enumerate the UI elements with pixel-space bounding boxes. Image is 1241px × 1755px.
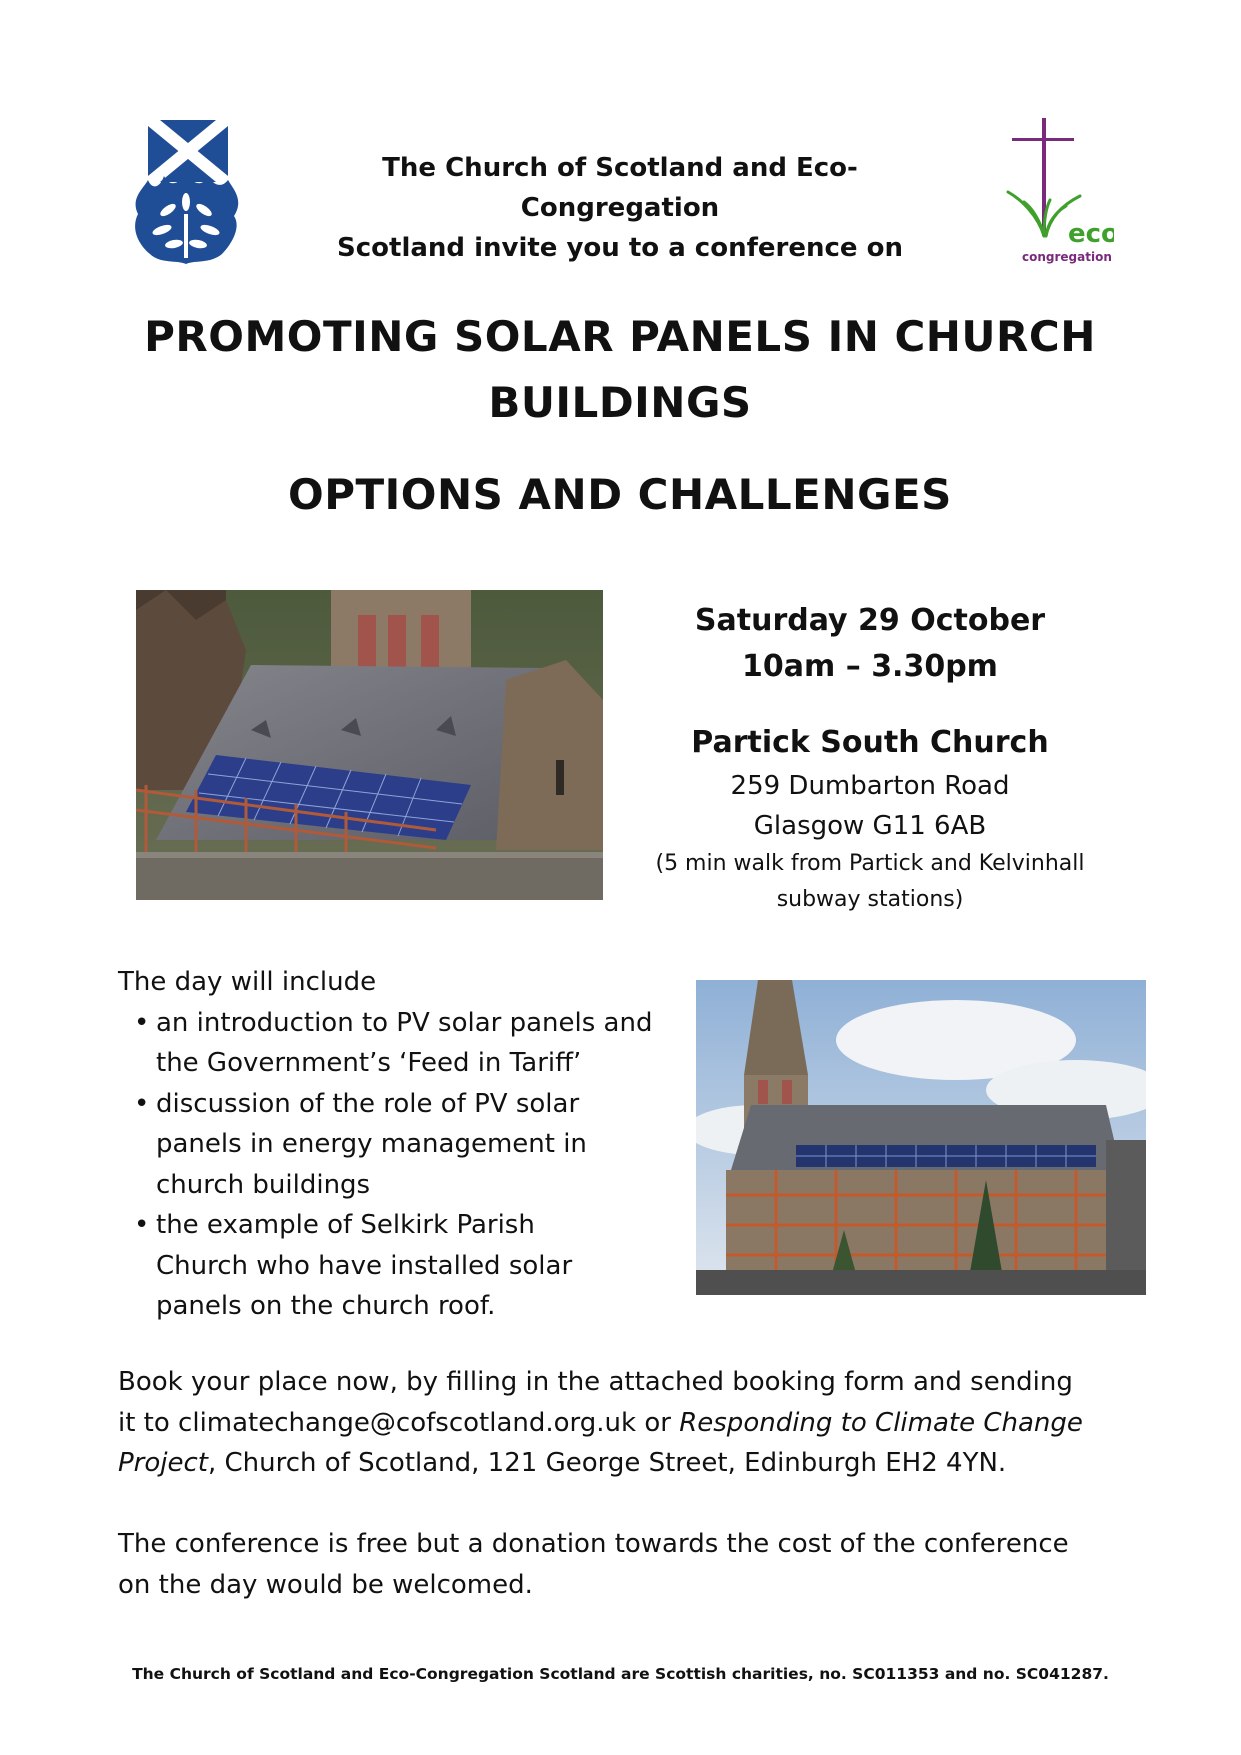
booking-address-text: , Church of Scotland, 121 George Street, Edinburgh EH2 4YN. [207, 1448, 1007, 1478]
agenda-item-line: discussion of the role of PV solar [156, 1088, 580, 1119]
booking-line-3 [118, 1443, 1128, 1484]
agenda-item-line: Church who have installed solar [156, 1250, 573, 1281]
agenda-item-line: panels in energy management in [156, 1129, 587, 1159]
booking-paragraph [118, 1362, 1128, 1484]
cross-grass-icon [1004, 116, 1114, 266]
agenda-item-line: an introduction to PV solar panels and [156, 1007, 653, 1038]
project-word-italic: Project [118, 1448, 208, 1478]
travel-note-line-1: (5 min walk from Partick and Kelvinhall [655, 851, 1085, 876]
donation-paragraph [118, 1524, 1128, 1605]
bullet-icon: • [134, 1007, 150, 1038]
agenda-item-line: church buildings [156, 1169, 371, 1200]
invitation-line-1: The Church of Scotland and Eco-Congregation [382, 153, 858, 223]
svg-text:congregation: congregation [1022, 250, 1112, 264]
agenda-item-line: the Government’s ‘Feed in Tariff’ [156, 1048, 582, 1078]
event-date: Saturday 29 October [694, 603, 1046, 638]
donation-line-1: The conference is free but a donation towards the cost of the conference [118, 1529, 1069, 1559]
church-scaffold-image [696, 980, 1146, 1295]
bullet-icon: • [134, 1210, 150, 1240]
invitation-line-2: Scotland invite you to a conference on [337, 233, 903, 263]
booking-line-2 [118, 1403, 1128, 1444]
donation-line-2: on the day would be welcomed. [118, 1569, 533, 1600]
partick-church-photo [696, 980, 1146, 1295]
agenda-list [118, 1003, 678, 1327]
event-details [630, 598, 1110, 918]
agenda-item-line: the example of Selkirk Parish [156, 1210, 535, 1240]
agenda-item-line: panels on the church roof. [156, 1291, 496, 1321]
charity-footer: The Church of Scotland and Eco-Congregation Scotland are Scottish charities, no. SC011353 and no. SC041287. [132, 1665, 1109, 1683]
agenda-intro: The day will include [118, 967, 377, 997]
agenda-item [118, 1003, 678, 1084]
event-time: 10am – 3.30pm [742, 649, 998, 684]
travel-note-line-2: subway stations) [776, 887, 964, 912]
agenda-item [118, 1084, 678, 1206]
venue-name: Partick South Church [691, 725, 1049, 760]
agenda-section [118, 962, 678, 1327]
title-line-2: BUILDINGS [488, 378, 752, 427]
burning-bush-icon [130, 118, 240, 266]
bullet-icon: • [134, 1088, 150, 1119]
agenda-item [118, 1205, 678, 1327]
church-of-scotland-logo [130, 118, 240, 266]
project-name-italic: Responding to Climate Change [679, 1407, 1083, 1438]
title-line-1: PROMOTING SOLAR PANELS IN CHURCH [144, 312, 1096, 361]
church-roof-solar-photo [136, 590, 603, 900]
booking-email-text: it to climatechange@cofscotland.org.uk or [118, 1407, 680, 1438]
venue-address-line-1: 259 Dumbarton Road [730, 771, 1010, 801]
eco-congregation-logo [1004, 116, 1114, 266]
page-title [110, 304, 1130, 436]
invitation-text [290, 148, 950, 268]
page-subtitle: OPTIONS AND CHALLENGES [288, 470, 952, 519]
solar-roof-image [136, 590, 603, 900]
svg-text:eco: eco [1068, 219, 1114, 249]
venue-address-line-2: Glasgow G11 6AB [753, 811, 987, 841]
booking-line-1: Book your place now, by filling in the attached booking form and sending [118, 1367, 1073, 1397]
